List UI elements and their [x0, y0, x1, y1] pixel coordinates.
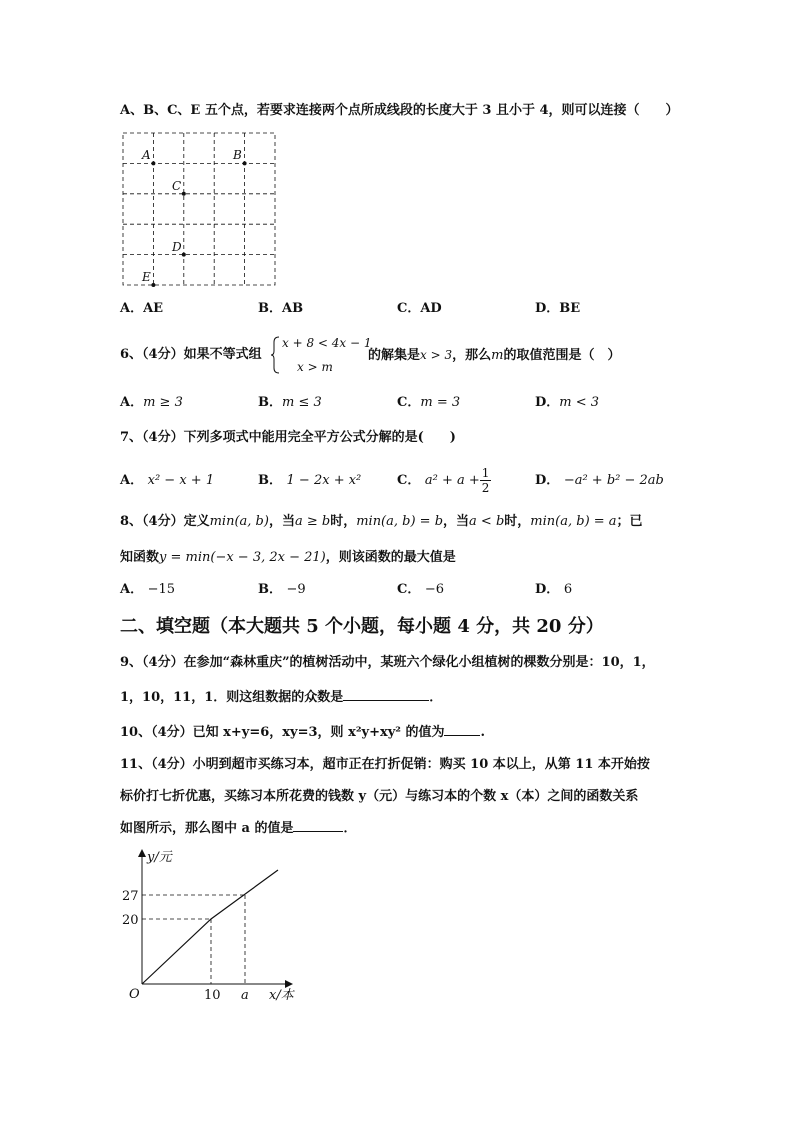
q10-stem: 10、（4分）已知 x+y=6，xy=3，则 x²y+xy² 的值为 . — [120, 722, 485, 743]
q7-option-a[interactable]: A． x² − x + 1 — [120, 473, 215, 488]
point-a — [151, 161, 155, 165]
q11-function-graph — [115, 845, 315, 1010]
x-axis-label: x/本 — [269, 988, 294, 1003]
q6-option-d[interactable]: D．m < 3 — [535, 395, 600, 410]
q5-option-d[interactable]: D．BE — [535, 301, 581, 316]
q5-option-b[interactable]: B．AB — [258, 301, 304, 316]
point-e — [151, 283, 155, 287]
q6-option-a[interactable]: A．m ≥ 3 — [120, 395, 183, 410]
q6-stem: 6、（4分）如果不等式组 — [120, 347, 262, 362]
q7-c-fraction: $\frac{1}{2}$ — [481, 466, 490, 495]
q8-option-a[interactable]: A． −15 — [120, 582, 176, 597]
x-axis-arrow — [285, 980, 293, 988]
q10-answer-blank[interactable] — [444, 722, 480, 736]
section-title: 二、填空题（本大题共 5 个小题，每小题 4 分，共 20 分） — [120, 616, 604, 637]
q5-option-a[interactable]: A．AE — [120, 301, 164, 316]
q6-option-b[interactable]: B．m ≤ 3 — [258, 395, 322, 410]
q6-stem-rest: 的解集是x > 3，那么m的取值范围是（ ） — [368, 348, 621, 363]
q5-stem: A、B、C、E 五个点，若要求连接两个点所成线段的长度大于 3 且小于 4，则可以连接（ ） — [120, 103, 679, 118]
y-tick-20: 20 — [122, 913, 139, 928]
q9-answer-blank[interactable] — [343, 687, 429, 701]
origin-label: O — [129, 987, 140, 1002]
q11-line2: 标价打七折优惠，买练习本所花费的钱数 y（元）与练习本的个数 x（本）之间的函数关系 — [120, 789, 639, 804]
q6-brace — [271, 336, 281, 374]
q6-option-c[interactable]: C．m = 3 — [397, 395, 461, 410]
q8-line1: 8、（4分）定义min(a, b)，当a ≥ b时，min(a, b) = b，当a < b时，min(a, b) = a；已 — [120, 514, 643, 529]
x-tick-10: 10 — [204, 988, 221, 1003]
q9-line1: 9、（4分）在参加“森林重庆”的植树活动中，某班六个绿化小组植树的棵数分别是：10，1， — [120, 655, 655, 670]
q11-answer-blank[interactable] — [293, 818, 343, 832]
q11-line1: 11、（4分）小明到超市买练习本，超市正在打折促销：购买 10 本以上，从第 11 本开始按 — [120, 757, 650, 772]
q8-option-b[interactable]: B． −9 — [258, 582, 306, 597]
y-tick-27: 27 — [122, 889, 139, 904]
y-axis-label: y/元 — [147, 850, 172, 865]
y-axis-arrow — [138, 849, 146, 857]
label-e: E — [142, 270, 151, 284]
point-d — [182, 253, 186, 257]
point-c — [182, 192, 186, 196]
q9-line2: 1，10，11，1．则这组数据的众数是 ． — [120, 687, 442, 708]
q8-line2: 知函数y = min(−x − 3, 2x − 21)，则该函数的最大值是 — [120, 550, 456, 565]
x-tick-a: a — [241, 988, 249, 1003]
q7-option-d[interactable]: D． −a² + b² − 2ab — [535, 473, 664, 488]
point-b — [243, 161, 247, 165]
label-d: D — [172, 240, 182, 254]
q5-grid-figure — [118, 128, 283, 293]
q6-inequality-1: x + 8 < 4x − 1 — [282, 336, 372, 350]
q8-option-d[interactable]: D． 6 — [535, 582, 573, 597]
label-c: C — [172, 179, 182, 193]
label-a: A — [142, 148, 151, 162]
q11-line3: 如图所示，那么图中 a 的值是 ． — [120, 818, 357, 839]
label-b: B — [233, 148, 242, 162]
q7-option-c[interactable]: C． a² + a + $\frac{1}{2}$ — [397, 466, 490, 495]
q6-inequality-2: x > m — [297, 360, 333, 374]
function-line — [142, 870, 278, 984]
q7-option-b[interactable]: B． 1 − 2x + x² — [258, 473, 362, 488]
q7-stem: 7、（4分）下列多项式中能用完全平方公式分解的是( ) — [120, 430, 456, 445]
q8-option-c[interactable]: C． −6 — [397, 582, 445, 597]
q5-option-c[interactable]: C．AD — [397, 301, 442, 316]
